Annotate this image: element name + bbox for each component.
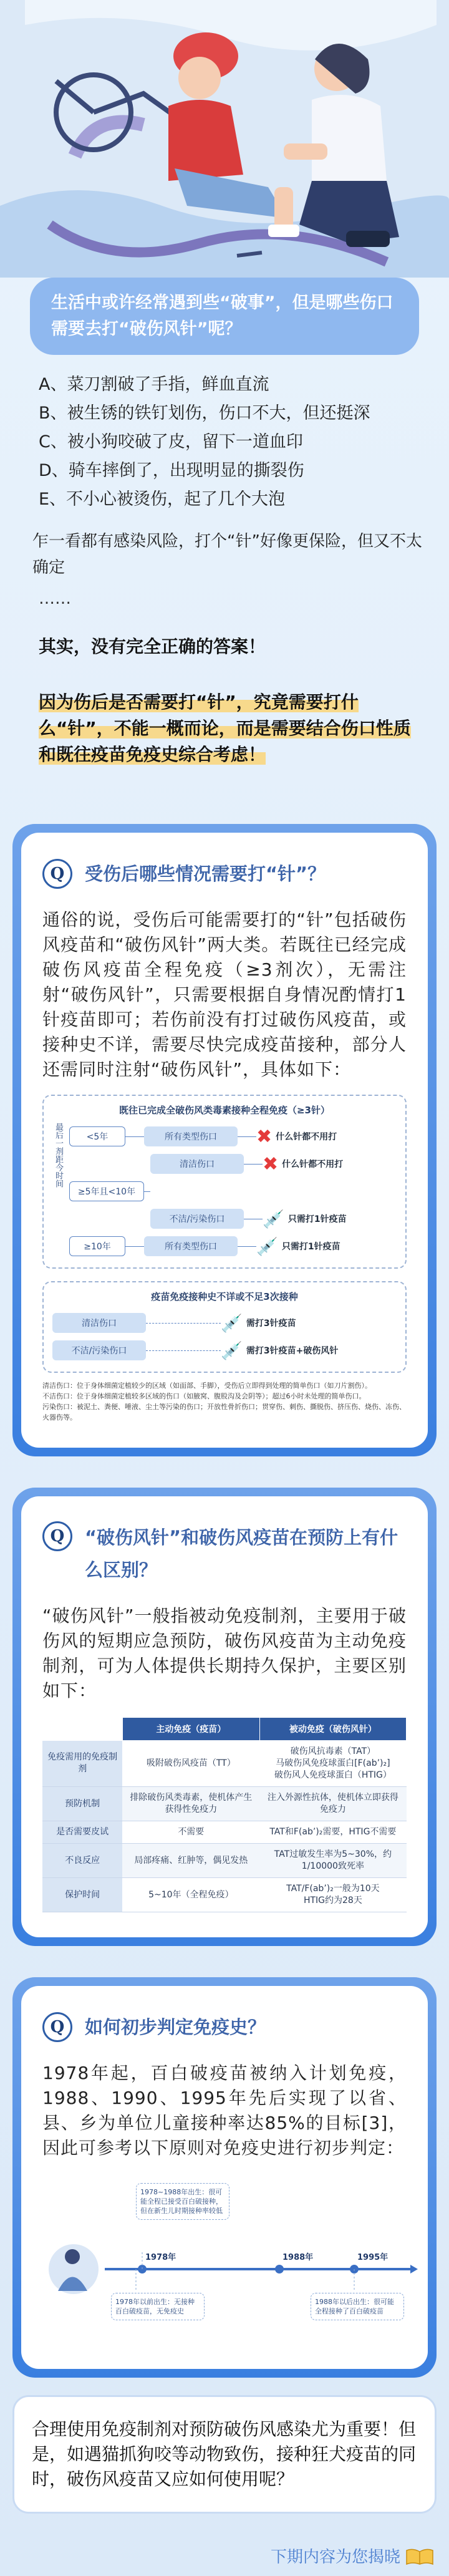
card-body: 1978年起，百白破疫苗被纳入计划免疫，1988、1990、1995年先后实现了以省、县、乡为单位儿童接种率达85%的目标[3]，因此可参考以下原则对免疫史进行初步判定：	[42, 2063, 407, 2158]
syringe-icon: 💉	[221, 1340, 243, 1361]
wound-pill: 所有类型伤口	[144, 1236, 238, 1256]
definitions-note	[42, 1380, 407, 1423]
syringe-icon: 💉	[263, 1208, 284, 1229]
diagram-body	[52, 1123, 397, 1260]
note-contaminated: 污染伤口：被泥土、粪便、唾液、尘土等污染的伤口；开放性骨折伤口；贯穿伤、刺伤、撕脱伤、挤压伤、烧伤、冻伤、火器伤等。	[42, 1403, 406, 1421]
next-issue-text: 下期内容为您揭晓	[270, 2548, 400, 2567]
row-5to10-dirty	[150, 1205, 397, 1232]
row-label: 免疫需用的免疫制剂	[42, 1741, 122, 1787]
option-d: D、骑车摔倒了，出现明显的撕裂伤	[39, 461, 304, 480]
card-title: “破伤风针”和破伤风疫苗在预防上有什么区别？	[85, 1527, 398, 1581]
birth-year-timeline	[42, 2176, 407, 2344]
row-label: 预防机制	[42, 1787, 122, 1821]
wound-pill: 清洁伤口	[52, 1313, 146, 1333]
row-dirty	[52, 1337, 397, 1364]
connector	[244, 1164, 263, 1165]
connector	[125, 1246, 144, 1247]
first-aid-scene-image	[0, 0, 449, 278]
row-label: 保护时间	[42, 1878, 122, 1912]
decision-diagram-full-immunization	[42, 1095, 407, 1269]
box-after-1988: 1988年以后出生：很可能全程接种了百白破疫苗	[311, 2293, 404, 2320]
decision-diagram-unknown-immunization	[42, 1281, 407, 1373]
connector	[238, 1246, 256, 1247]
open-book-icon	[405, 2547, 434, 2565]
row-5to10-clean	[150, 1150, 397, 1178]
table-cell: TAT/F(ab’)₂一般为10天 HTIG约为28天	[259, 1878, 406, 1912]
answer-line: 其实，没有完全正确的答案！	[39, 636, 266, 657]
closing-note	[12, 2395, 437, 2514]
no-injection-icon: ✖	[256, 1125, 273, 1148]
row-lt5	[69, 1123, 397, 1150]
card-difference	[12, 1488, 437, 1946]
diagram-rows	[69, 1123, 397, 1260]
time-pill: ≥10年	[69, 1236, 125, 1256]
wound-pill: 不洁/污染伤口	[150, 1209, 244, 1229]
note-clean: 清洁伤口：位于身体细菌定植较少的区域（如面部、手脚），受伤后立即得到处理的简单伤口（如刀片割伤）。	[42, 1382, 372, 1390]
hero-illustration	[0, 0, 449, 278]
note-dirty: 不洁伤口：位于身体细菌定植较多区域的伤口（如腋窝、腹股沟及会阴等）；超过6小时未处理的简单伤口。	[42, 1392, 366, 1400]
table-corner	[42, 1718, 122, 1741]
side-label: 最后一剂距今时间	[54, 1123, 63, 1188]
result-text: 只需打1针疫苗	[287, 1214, 347, 1224]
option-list	[39, 374, 410, 511]
card-body: “破伤风针”一般指被动免疫制剂，主要用于破伤风的短期应急预防，破伤风疫苗为主动免疫制剂，可为人体提供长期持久保护，主要区别如下：	[42, 1605, 407, 1701]
result-text: 什么针都不用打	[276, 1132, 337, 1142]
result-text: 需打3针疫苗+破伤风针	[246, 1346, 339, 1356]
table-row	[42, 1878, 407, 1912]
connector	[238, 1136, 256, 1137]
table-cell: 5~10年（全程免疫）	[122, 1878, 259, 1912]
table-cell: 局部疼痛、红肿等，偶见发热	[122, 1844, 259, 1878]
connector	[146, 1350, 221, 1351]
year-1988: 1988年	[282, 2253, 314, 2262]
q-icon: Q	[42, 1521, 72, 1551]
option-c: C、被小狗咬破了皮，留下一道血印	[39, 432, 303, 452]
connector	[144, 1191, 150, 1192]
diagram-title: 疫苗免疫接种史不详或不足3次接种	[151, 1291, 298, 1302]
syringe-icon: 💉	[221, 1312, 243, 1334]
year-1995: 1995年	[357, 2253, 389, 2262]
wound-pill: 所有类型伤口	[144, 1126, 238, 1146]
card-when-to-inject	[12, 824, 437, 1456]
q-icon: Q	[42, 2012, 72, 2042]
card-body: 通俗的说，受伤后可能需要打的“针”包括破伤风疫苗和“破伤风针”两大类。若既往已经完成破伤风疫苗全程免疫（≥3剂次），无需注射“破伤风针”，只需要根据自身情况酌情打1针疫苗即可；若伤前没有打过破伤风疫苗，或接种史不详，需要尽快完成疫苗接种，部分人还需同时注射“破伤风针”，具体如下：	[42, 909, 407, 1080]
diagram-title: 既往已完成全破伤风类毒素接种全程免疫（≥3针）	[118, 1105, 330, 1116]
option-a: A、菜刀割破了手指，鲜血直流	[39, 375, 269, 394]
column-header-active: 主动免疫（疫苗）	[122, 1718, 259, 1741]
connector	[146, 1323, 221, 1324]
q-icon: Q	[42, 859, 72, 889]
wound-pill: 清洁伤口	[150, 1154, 244, 1174]
next-issue-teaser	[271, 2544, 434, 2567]
table-row	[42, 1844, 407, 1878]
intro-section	[0, 278, 449, 768]
connector	[125, 1136, 144, 1137]
row-label: 不良反应	[42, 1844, 122, 1878]
card-inner	[21, 833, 428, 1448]
table-cell: 不需要	[122, 1821, 259, 1844]
column-header-passive: 被动免疫（破伤风针）	[259, 1718, 406, 1741]
option-e: E、不小心被烫伤，起了几个大泡	[39, 490, 286, 509]
card-title: 如何初步判定免疫史？	[85, 2017, 266, 2038]
table-cell: 吸附破伤风疫苗（TT）	[122, 1741, 259, 1787]
card-inner	[21, 1986, 428, 2369]
table-header-row	[42, 1718, 407, 1741]
no-injection-icon: ✖	[263, 1153, 279, 1175]
card-header	[42, 2011, 407, 2043]
table-cell: 注入外源性抗体，使机体立即获得免疫力	[259, 1787, 406, 1821]
row-gte10	[69, 1232, 397, 1260]
intro-paragraph: 乍一看都有感染风险，打个“针”好像更保险，但又不太确定	[32, 532, 422, 577]
table-cell: TAT过敏发生率为5~30%，约1/10000致死率	[259, 1844, 406, 1878]
table-row	[42, 1741, 407, 1787]
card-header	[42, 858, 407, 890]
card-title: 受伤后哪些情况需要打“针”？	[85, 863, 326, 884]
time-pill: <5年	[69, 1126, 125, 1146]
table-row	[42, 1787, 407, 1821]
card-header	[42, 1521, 407, 1586]
card-inner	[21, 1496, 428, 1937]
wound-pill: 不洁/污染伤口	[52, 1340, 146, 1360]
table-row	[42, 1821, 407, 1844]
result-text: 需打3针疫苗	[246, 1319, 296, 1329]
box-1978-1988: 1978~1988年出生：很可能全程已接受百白破接种，但在新生儿时期接种率较低	[136, 2183, 229, 2220]
row-label: 是否需要皮试	[42, 1821, 122, 1844]
row-clean	[52, 1309, 397, 1337]
result-text: 只需打1针疫苗	[281, 1242, 340, 1252]
time-pill: ≥5年且<10年	[69, 1181, 144, 1201]
table-cell: 排除破伤风类毒素，使机体产生获得性免疫力	[122, 1787, 259, 1821]
closing-text: 合理使用免疫制剂对预防破伤风感染尤为重要！但是，如遇猫抓狗咬等动物致伤，接种狂犬疫苗的同时，破伤风疫苗又应如何使用呢？	[32, 2419, 417, 2489]
card-immunization-history	[12, 1977, 437, 2378]
highlight-text: 因为伤后是否需要打“针”，究竟需要打什么“针”，不能一概而论，而是需要结合伤口性质和既往疫苗免疫史综合考虑！	[39, 692, 411, 765]
comparison-table	[42, 1717, 407, 1912]
year-1978: 1978年	[145, 2253, 176, 2262]
result-text: 什么针都不用打	[282, 1160, 344, 1169]
box-before-1978: 1978年以前出生：无接种百白破疫苗，无免疫史	[111, 2293, 205, 2320]
table-cell: 破伤风抗毒素（TAT） 马破伤风免疫球蛋白[F(ab’)₂] 破伤风人免疫球蛋白（HTIG）	[259, 1741, 406, 1787]
table-cell: TAT和F(ab’)₂需要，HTIG不需要	[259, 1821, 406, 1844]
row-5to10-time	[69, 1178, 397, 1205]
ellipsis: ……	[39, 589, 71, 608]
question-banner: 生活中或许经常遇到些“破事”，但是哪些伤口需要去打“破伤风针”呢？	[30, 278, 419, 355]
highlight-statement	[39, 689, 424, 768]
option-b: B、被生锈的铁钉划伤，伤口不大，但还挺深	[39, 404, 370, 423]
syringe-icon: 💉	[256, 1236, 278, 1257]
